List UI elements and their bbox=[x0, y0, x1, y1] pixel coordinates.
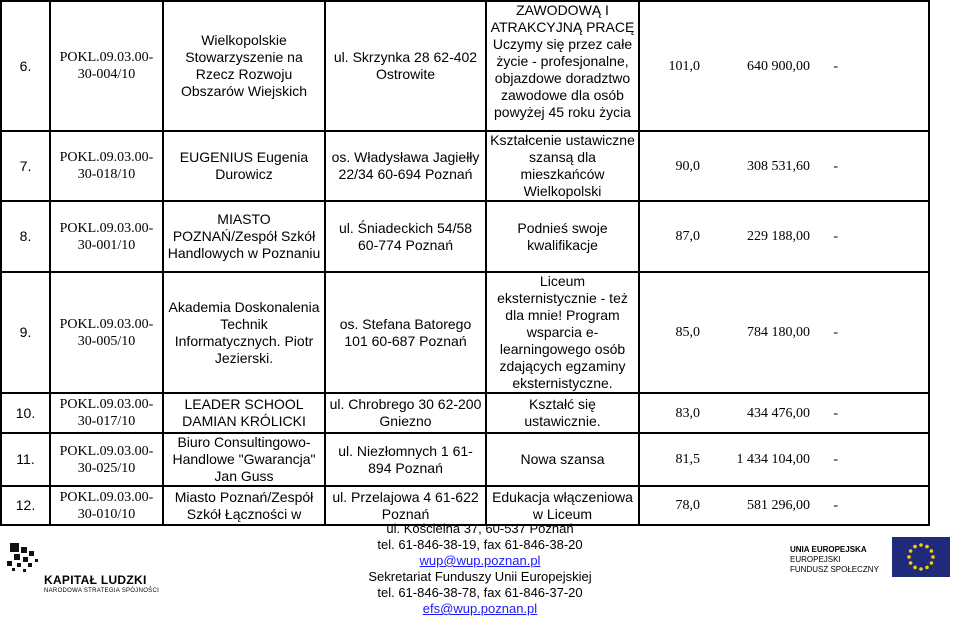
table-row bbox=[1, 1, 929, 131]
kapital-ludzki-emblem-icon bbox=[4, 533, 44, 575]
eu-logo-line3: FUNDUSZ SPOŁECZNY bbox=[790, 565, 879, 574]
remark: - bbox=[833, 325, 838, 340]
eu-logo-line1: UNIA EUROPEJSKA bbox=[790, 545, 867, 554]
applicant-name: EUGENIUS Eugenia Durowicz bbox=[163, 131, 325, 201]
row-number: 8. bbox=[1, 201, 50, 272]
project-title: Edukacja włączeniowa w Liceum bbox=[486, 486, 639, 525]
table-row bbox=[1, 201, 929, 272]
score: 81,5 bbox=[675, 452, 700, 467]
score-and-amount bbox=[639, 131, 929, 201]
score-and-amount bbox=[639, 1, 929, 131]
applicant-address: os. Stefana Batorego 101 60-687 Poznań bbox=[325, 272, 486, 393]
amount: 581 296,00 bbox=[747, 498, 810, 513]
applicant-address: ul. Śniadeckich 54/58 60-774 Poznań bbox=[325, 201, 486, 272]
amount: 308 531,60 bbox=[747, 158, 810, 174]
kapital-ludzki-logo bbox=[4, 533, 160, 594]
application-number: POKL.09.03.00-30-017/10 bbox=[50, 393, 163, 433]
row-number: 6. bbox=[1, 1, 50, 131]
row-number: 7. bbox=[1, 131, 50, 201]
table-row bbox=[1, 433, 929, 486]
score: 101,0 bbox=[668, 58, 700, 74]
eu-logo-text bbox=[790, 545, 879, 575]
score: 87,0 bbox=[675, 229, 700, 244]
applicant-name: LEADER SCHOOL DAMIAN KRÓLICKI bbox=[163, 393, 325, 433]
score-and-amount bbox=[639, 393, 929, 433]
contact-efs-email-link[interactable]: efs@wup.poznan.pl bbox=[422, 601, 538, 616]
kapital-ludzki-title: KAPITAŁ LUDZKI bbox=[44, 573, 147, 587]
contact-block bbox=[340, 521, 620, 617]
amount: 434 476,00 bbox=[747, 405, 810, 421]
eu-logo-line2: EUROPEJSKI bbox=[790, 555, 841, 564]
project-title: ZAWODOWĄ I ATRAKCYJNĄ PRACĘ Uczymy się przez całe życie - profesjonalne, objazdowe doradztwo zawodowe dla osób powyżej 45 roku życia bbox=[486, 1, 639, 131]
score: 78,0 bbox=[675, 498, 700, 513]
remark: - bbox=[833, 229, 838, 244]
project-title: Podnieś swoje kwalifikacje bbox=[486, 201, 639, 272]
score: 85,0 bbox=[675, 325, 700, 340]
score: 90,0 bbox=[675, 158, 700, 174]
row-number: 11. bbox=[1, 433, 50, 486]
amount: 229 188,00 bbox=[747, 229, 810, 244]
application-number: POKL.09.03.00-30-018/10 bbox=[50, 131, 163, 201]
applicant-address: ul. Skrzynka 28 62-402 Ostrowite bbox=[325, 1, 486, 131]
contact-phone: tel. 61-846-38-19, fax 61-846-38-20 bbox=[377, 537, 583, 552]
contact-department: Sekretariat Funduszy Unii Europejskiej bbox=[368, 569, 592, 584]
row-number: 9. bbox=[1, 272, 50, 393]
applicant-address: ul. Chrobrego 30 62-200 Gniezno bbox=[325, 393, 486, 433]
table-row bbox=[1, 272, 929, 393]
remark: - bbox=[833, 405, 838, 421]
amount: 640 900,00 bbox=[747, 58, 810, 74]
applicant-name: MIASTO POZNAŃ/Zespół Szkół Handlowych w Poznaniu bbox=[163, 201, 325, 272]
applicant-address: ul. Niezłomnych 1 61-894 Poznań bbox=[325, 433, 486, 486]
remark: - bbox=[833, 58, 838, 74]
score-and-amount bbox=[639, 272, 929, 393]
applicant-address: ul. Przelajowa 4 61-622 Poznań bbox=[325, 486, 486, 525]
row-number: 12. bbox=[1, 486, 50, 525]
remark: - bbox=[833, 158, 838, 174]
application-number: POKL.09.03.00-30-025/10 bbox=[50, 433, 163, 486]
application-number: POKL.09.03.00-30-001/10 bbox=[50, 201, 163, 272]
applicant-name: Biuro Consultingowo-Handlowe "Gwarancja" Jan Guss bbox=[163, 433, 325, 486]
project-title: Liceum eksternistycznie - też dla mnie! Program wsparcia e-learningowego osób zdających egzaminy eksternistyczne. bbox=[486, 272, 639, 393]
project-title: Kształcenie ustawiczne szansą dla mieszkańców Wielkopolski bbox=[486, 131, 639, 201]
amount: 1 434 104,00 bbox=[736, 452, 810, 467]
contact-address: ul. Kościelna 37, 60-537 Poznań bbox=[386, 521, 574, 536]
eu-flag-icon bbox=[892, 537, 950, 577]
applicant-name: Akademia Doskonalenia Technik Informatycznych. Piotr Jezierski. bbox=[163, 272, 325, 393]
application-number: POKL.09.03.00-30-004/10 bbox=[50, 1, 163, 131]
kapital-ludzki-subtitle: NARODOWA STRATEGIA SPÓJNOŚCI bbox=[44, 588, 160, 594]
score-and-amount bbox=[639, 201, 929, 272]
page-footer bbox=[0, 519, 960, 616]
project-title: Kształć się ustawicznie. bbox=[486, 393, 639, 433]
applicant-name: Wielkopolskie Stowarzyszenie na Rzecz Rozwoju Obszarów Wiejskich bbox=[163, 1, 325, 131]
project-title: Nowa szansa bbox=[486, 433, 639, 486]
contact-department-phone: tel. 61-846-38-78, fax 61-846-37-20 bbox=[377, 585, 583, 600]
amount: 784 180,00 bbox=[747, 325, 810, 340]
contact-email-link[interactable]: wup@wup.poznan.pl bbox=[419, 553, 541, 568]
applicant-address: os. Władysława Jagiełły 22/34 60-694 Poznań bbox=[325, 131, 486, 201]
remark: - bbox=[833, 498, 838, 513]
applicant-name: Miasto Poznań/Zespół Szkół Łączności w bbox=[163, 486, 325, 525]
score-and-amount bbox=[639, 433, 929, 486]
row-number: 10. bbox=[1, 393, 50, 433]
application-number: POKL.09.03.00-30-005/10 bbox=[50, 272, 163, 393]
table-row bbox=[1, 131, 929, 201]
remark: - bbox=[833, 452, 838, 467]
application-number: POKL.09.03.00-30-010/10 bbox=[50, 486, 163, 525]
eu-logo bbox=[772, 533, 952, 593]
score: 83,0 bbox=[675, 405, 700, 421]
table-row bbox=[1, 393, 929, 433]
